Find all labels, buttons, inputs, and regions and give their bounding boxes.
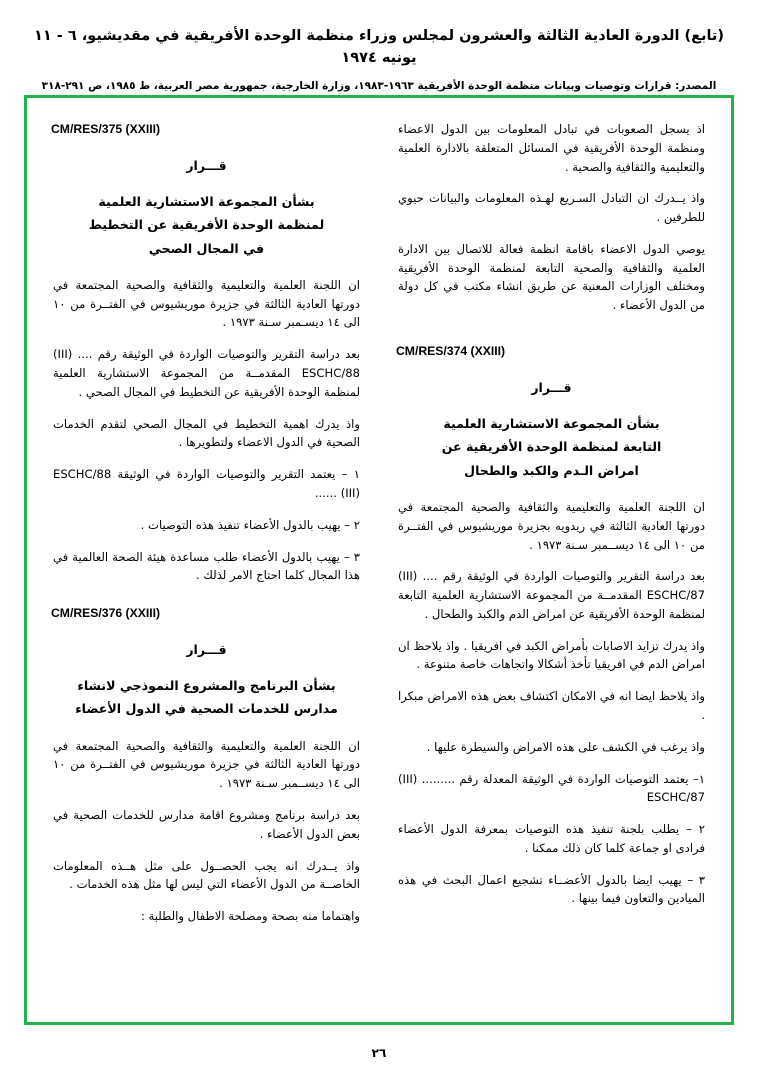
resolution-heading <box>396 412 707 482</box>
paragraph: واذ يــدرك ان التبادل السـريع لهـذه المعلومات والبيانات حيوي للطرفين . <box>398 191 705 225</box>
resolution-code: CM/RES/375 (XXIII) <box>51 122 161 136</box>
paragraph: اذ يسجل الصعوبات في تبادل المعلومات بين الدول الاعضاء ومنظمة الوحدة الأفريقية في المسائل المتعلقة بالادارة العلمية والتعليمية والثقافية والصحية . <box>398 122 705 174</box>
resolution-label: قـــرار <box>531 379 572 395</box>
document-source: المصدر: قرارات وتوصيات وبيانات منظمة الوحدة الأفريقية ١٩٦٣-١٩٨٣، وزارة الخارجية، جمهورية مصر العربية، ط ١٩٨٥، ص ٢٩١-٣١٨ <box>41 79 717 92</box>
two-column-layout <box>27 98 731 1022</box>
paragraph: ١ – يعتمد التقرير والتوصيات الواردة في الوثيقة ESCHC/88 (III) ...... <box>53 467 360 500</box>
paragraph: بعد دراسة التقرير والتوصيات الواردة في الوثيقة رقم .... (III) ESCHC/87 المقدمــة من المجموعة الاستشارية العلمية التابعة لمنظمة الوحدة الأفريقية عن امراض الدم والكبد والطحال . <box>398 569 705 621</box>
page-number: ٢٦ <box>371 1046 387 1060</box>
paragraph: ان اللجنة العلمية والتعليمية والثقافية والصحية المجتمعة في دورتها العادية الثالثة في جزيرة موريشيوس في الفتــرة من ١٠ الى ١٤ ديســمبر سـنة ١٩٧٣ . <box>53 738 360 791</box>
paragraph: بعد دراسة التقرير والتوصيات الواردة في الوثيقة رقم .... (III) ESCHC/88 المقدمــة من المجموعة الاستشارية العلمية لمنظمة الوحدة الأفريقية عن التخطيط في المجال الصحي . <box>53 347 360 399</box>
resolution-heading-line: مدارس للخدمات الصحية في الدول الأعضاء <box>75 701 338 717</box>
paragraph: ٢ – يهيب بالدول الأعضاء تنفيذ هذه التوصيات . <box>140 517 360 532</box>
paragraph: واذ يدرك اهمية التخطيط في المجال الصحي لتقدم الخدمات الصحية في الدول الاعضاء ولتطويرها . <box>53 416 360 450</box>
resolution-heading <box>51 190 362 260</box>
resolution-label: قـــرار <box>186 641 227 657</box>
resolution-heading-line: بشأن البرنامج والمشروع النموذجي لانشاء <box>77 678 336 694</box>
document-title: (تابع) الدورة العادية الثالثة والعشرون لمجلس وزراء منظمة الوحدة الأفريقية في مقديشيو، ٦ - ١١ يونيه ١٩٧٤ <box>34 28 724 66</box>
paragraph: واهتماما منه بصحة ومصلحة الاطفال والطلبة : <box>140 909 360 924</box>
resolution-heading-line: التابعة لمنظمة الوحدة الأفريقية عن <box>441 439 662 455</box>
paragraph: واذ يدرك تزايد الاصابات بأمراض الكبد في افريقيا . واذ يلاحظ ان امراض الدم في افريقيا تأخذ أشكالا واتجاهات خاصة متنوعة . <box>398 638 705 672</box>
paragraph: ان اللجنة العلمية والتعليمية والثقافية والصحية المجتمعة في دورتها العادية الثالثة في جزيرة موريشيوس في الفتــرة من ١٠ الى ١٤ ديسـمبر سـنة ١٩٧٣ . <box>53 277 360 330</box>
column-left <box>51 120 362 1012</box>
paragraph: ٣ – يهيب ايضا بالدول الأعضــاء تشجيع اعمال البحث في هذه الميادين والتعاون فيما بينها . <box>398 872 705 906</box>
resolution-code: CM/RES/374 (XXIII) <box>396 344 506 359</box>
paragraph: ٣ – يهيب بالدول الأعضاء طلب مساعدة هيئة الصحة العالمية في هذا المجال كلما احتاج الامر لذلك . <box>53 549 360 583</box>
resolution-heading <box>51 674 362 721</box>
paragraph: يوصي الدول الاعضاء باقامة انظمة فعالة للاتصال بين الادارة العلمية والثقافية والصحية التابعة لمنظمة الوحدة الأفريقية ومختلف الوزارات المعنية عن طريق انشاء مكتب في كل دولة من الدول الأعضاء . <box>398 241 705 313</box>
resolution-heading-line: بشأن المجموعة الاستشارية العلمية <box>443 416 660 432</box>
paragraph: ان اللجنة العلمية والتعليمية والثقافية والصحية المجتمعة في دورتها العادية الثالثة في ريدويه بجزيرة موريشيوس في الفتــرة من ١٠ الى ١٤ ديســمبر سـنة ١٩٧٣ . <box>398 499 705 552</box>
paragraph: ١– يعتمد التوصيات الواردة في الوثيقة المعدلة رقم ......... (III) ESCHC/87 <box>398 771 705 805</box>
column-right <box>396 120 707 1012</box>
paragraph: ٢ – يطلب بلجنة تنفيذ هذه التوصيات بمعرفة الدول الأعضاء فرادى او جماعة كلما كان ذلك ممكنا . <box>398 822 705 855</box>
paragraph: واذ يرغب في الكشف على هذه الامراض والسيطرة عليها . <box>426 739 705 754</box>
resolution-heading-line: بشأن المجموعة الاستشارية العلمية <box>98 194 315 210</box>
resolution-heading-line: امراض الـدم والكبد والطحال <box>464 462 639 478</box>
paragraph: بعد دراسة برنامج ومشروع اقامة مدارس للخدمات الصحية في بعض الدول الأعضاء . <box>53 808 360 841</box>
page-header <box>0 0 758 94</box>
resolution-heading-line: في المجال الصحي <box>148 240 265 256</box>
resolution-label: قـــرار <box>186 157 227 173</box>
paragraph: واذ يلاحظ ايضا انه في الامكان اكتشاف بعض هذه الامراض مبكرا . <box>398 689 705 722</box>
paragraph: واذ يــدرك انه يجب الحصــول على مثل هــذه المعلومات الخاصــة من الدول الأعضاء التي ليس لها مثل هذه الخدمات . <box>53 858 360 892</box>
resolution-code: CM/RES/376 (XXIII) <box>51 606 161 621</box>
content-frame <box>24 95 734 1025</box>
resolution-heading-line: لمنظمة الوحدة الأفريقية عن التخطيط <box>88 217 325 233</box>
